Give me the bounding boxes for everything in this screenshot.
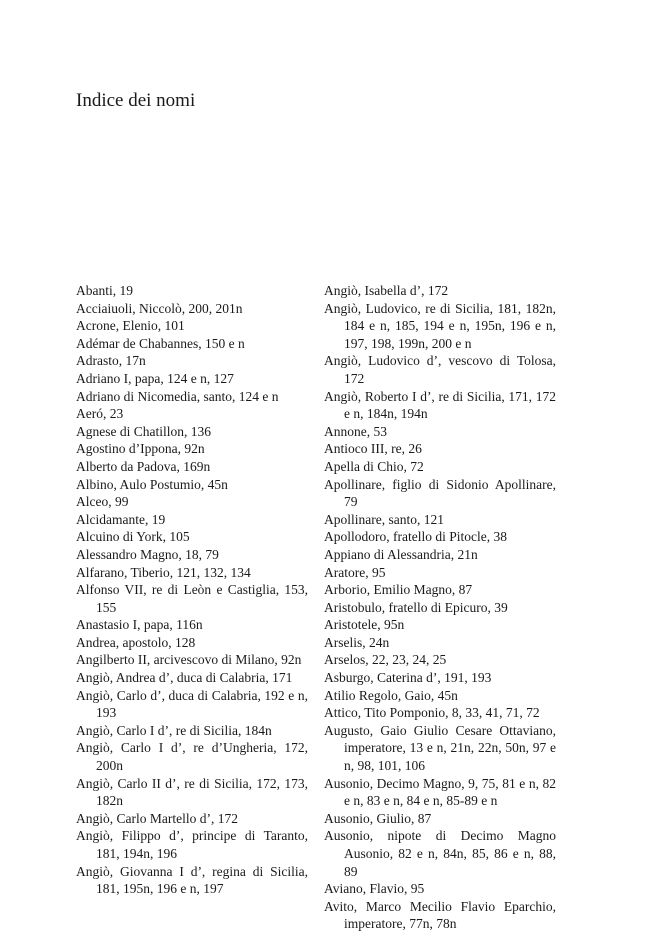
index-entry: Angiò, Carlo Martello d’, 172 bbox=[76, 810, 238, 826]
index-entry: Augusto, Gaio Giulio Cesare Ottaviano, imperatore, 13 e n, 21n, 22n, 50n, 97 e n, 98, 101, 106 bbox=[324, 722, 556, 774]
index-entry: Acciaiuoli, Niccolò, 200, 201n bbox=[76, 300, 243, 316]
index-column-right bbox=[324, 282, 556, 933]
index-entry: Alfonso VII, re di Leòn e Castiglia, 153, 155 bbox=[76, 582, 308, 615]
index-entry: Angiò, Ludovico, re di Sicilia, 181, 182n, 184 e n, 185, 194 e n, 195n, 196 e n, 197, 198, 199n, 200 e n bbox=[324, 300, 556, 351]
index-entry: Aristotele, 95n bbox=[324, 617, 405, 633]
index-entry: Avito, Marco Mecilio Flavio Eparchio, imperatore, 77n, 78n bbox=[324, 898, 556, 932]
index-entry: Angiò, Isabella d’, 172 bbox=[324, 283, 449, 298]
index-entry: Adriano I, papa, 124 e n, 127 bbox=[76, 370, 234, 386]
index-entry: Agnese di Chatillon, 136 bbox=[76, 423, 211, 439]
index-entry: Anastasio I, papa, 116n bbox=[76, 617, 203, 633]
index-entry: Ausonio, Giulio, 87 bbox=[324, 810, 432, 826]
index-entry: Arselos, 22, 23, 24, 25 bbox=[324, 652, 447, 668]
index-entry: Angiò, Giovanna I d’, regina di Sicilia, 181, 195n, 196 e n, 197 bbox=[76, 863, 308, 897]
index-entry: Alberto da Padova, 169n bbox=[76, 458, 211, 474]
index-entry: Adémar de Chabannes, 150 e n bbox=[76, 335, 245, 351]
index-entry: Antioco III, re, 26 bbox=[324, 441, 422, 457]
index-entry: Alcidamante, 19 bbox=[76, 511, 166, 527]
index-entry: Atilio Regolo, Gaio, 45n bbox=[324, 687, 458, 703]
index-entry: Alfarano, Tiberio, 121, 132, 134 bbox=[76, 564, 251, 580]
index-entry: Apella di Chio, 72 bbox=[324, 458, 424, 474]
index-entry: Angiò, Carlo I d’, re d’Ungheria, 172, 200n bbox=[76, 740, 308, 774]
index-entry: Angiò, Ludovico d’, vescovo di Tolosa, 172 bbox=[324, 353, 556, 386]
index-entry: Apollinare, santo, 121 bbox=[324, 511, 444, 527]
index-entry: Alceo, 99 bbox=[76, 494, 129, 510]
index-entry: Appiano di Alessandria, 21n bbox=[324, 546, 478, 562]
index-entry: Asburgo, Caterina d’, 191, 193 bbox=[324, 670, 492, 686]
index-entry: Angilberto II, arcivescovo di Milano, 92n bbox=[76, 652, 302, 668]
index-entry: Arselis, 24n bbox=[324, 634, 390, 650]
index-entry: Acrone, Elenio, 101 bbox=[76, 318, 185, 334]
index-entry: Angiò, Andrea d’, duca di Calabria, 171 bbox=[76, 670, 293, 686]
index-entry: Andrea, apostolo, 128 bbox=[76, 634, 196, 650]
index-entry: Aratore, 95 bbox=[324, 564, 386, 580]
index-entry: Angiò, Roberto I d’, re di Sicilia, 171, 172 e n, 184n, 194n bbox=[324, 388, 556, 422]
index-entry: Alessandro Magno, 18, 79 bbox=[76, 546, 219, 562]
index-entry: Albino, Aulo Postumio, 45n bbox=[76, 476, 228, 492]
index-column-left bbox=[76, 282, 308, 898]
index-entry: Adrasto, 17n bbox=[76, 353, 146, 369]
index-entry: Angiò, Carlo II d’, re di Sicilia, 172, 173, 182n bbox=[76, 775, 308, 809]
index-entry: Aeró, 23 bbox=[76, 406, 124, 422]
index-entry: Angiò, Carlo I d’, re di Sicilia, 184n bbox=[76, 722, 272, 738]
index-entry: Apollodoro, fratello di Pitocle, 38 bbox=[324, 529, 507, 545]
index-entry: Ausonio, Decimo Magno, 9, 75, 81 e n, 82 e n, 83 e n, 84 e n, 85-89 e n bbox=[324, 775, 556, 809]
page-title: Indice dei nomi bbox=[76, 90, 196, 111]
index-entry: Arborio, Emilio Magno, 87 bbox=[324, 582, 473, 598]
index-entry: Angiò, Filippo d’, principe di Taranto, 181, 194n, 196 bbox=[76, 828, 308, 861]
index-entry: Aristobulo, fratello di Epicuro, 39 bbox=[324, 599, 508, 615]
index-entry: Apollinare, figlio di Sidonio Apollinare, 79 bbox=[324, 476, 556, 510]
index-entry: Agostino d’Ippona, 92n bbox=[76, 441, 205, 457]
index-entry: Abanti, 19 bbox=[76, 283, 133, 298]
index-entry: Aviano, Flavio, 95 bbox=[324, 881, 425, 897]
index-entry: Ausonio, nipote di Decimo Magno Ausonio, 82 e n, 84n, 85, 86 e n, 88, 89 bbox=[324, 828, 556, 879]
index-entry: Angiò, Carlo d’, duca di Calabria, 192 e n, 193 bbox=[76, 687, 308, 721]
index-entry: Adriano di Nicomedia, santo, 124 e n bbox=[76, 388, 279, 404]
index-entry: Alcuino di York, 105 bbox=[76, 529, 190, 545]
index-entry: Attico, Tito Pomponio, 8, 33, 41, 71, 72 bbox=[324, 705, 540, 721]
index-entry: Annone, 53 bbox=[324, 423, 387, 439]
